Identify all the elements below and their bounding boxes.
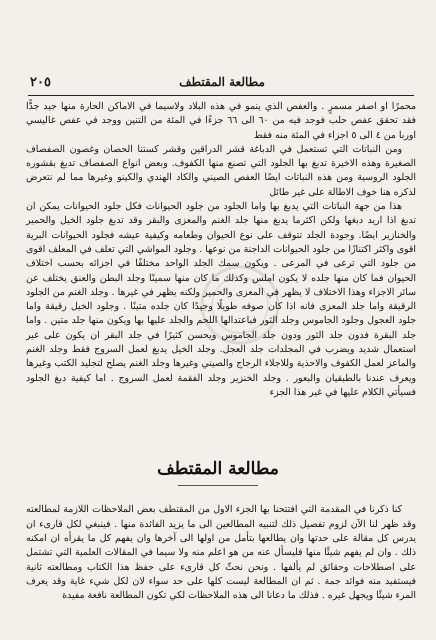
paragraph: ومن النباتات التي تستعمل في الدباغة قشر الدراقين وقشر كستنا الحصان وغصون الصفصاف الصغيرة وهذه الاخيرة تدبغ بها الجلود التي تصنع منها الكفوف. وبعض انواع الصفصاف تدبغ بقشوره الجلود الروسية ومن هذه النباتات ايضًا العفص الصيني والكاد الهندي والكينو وغيرها مما لم نتعرض لذكره هنا خوف الاطالة على غير طائل <box>26 143 416 198</box>
paragraph: هذا من جهة النباتات التي يدبغ بها واما الجلود من جلود الحيوانات فكل جلود الحيوانات يمكن ان تدبغ اذا اريد دبغها ولكن اكثرما يدبغ منها جلد الغنم والمعزى والبقر وقد تدبغ جلود الخيل والحمير والخنازير ايضًا. وجودة الجلد تتوقف على نوع الحيوان وطعامه وكيفية عيشه فجلود الحيوانات البرية اقوى واكثر اكتنازًا من جلود الحيوانات الداجنة من نوعها . وجلود المواشي التي تعلف في المعلف اقوى من جلود التي ترعى في المرعى . ويكون سمك الجلد الواحد مختلفًا في اجزائه بحسب اختلاف الحيوان فما كان منها جلده لا يكون املس وكذلك ما كان منها سمينًا وجلد البطن والعنق يختلف عن سائر الاجزاء وهذا الاختلاف لا يظهر في المعزى والحمير ولكنه يظهر في غيرها . وجلد الغنم من الجلود الرقيقة واما جلد المعزى فانه اذا كان صوفه طويلًا وجيدًا كان جلده متينًا . وجلود الخيل رقيقة واما جلود العجول وجلود الجاموس وجلد الثور فباعتدالها اللحم والجلد عليها بها ويكون منها جلد متين . واما جلد البقرة فدون جلد الثور ودون جلد الجاموس ويحسن كثيرًا في جلد البقر ان يكون على غير استعمال شديد ويضرب في المجلدات جلد العجل. وجلد الخيل يدبغ لعمل السروج فقط وجلد الغنم والماعز لعمل الكفوف والاحذية وللاجلاء الرجاج والصيني وغيرها وجلد الغنم يصلح لتجليد الكتب وغيرها ويعرف عندنا بالطبقيان والبعور . وجلد الخنزير وجلد الفقمة لعمل السروج . اما كيفية دبغ الجلود فسيأتي الكلام عليها في غير هذا الجزء <box>26 201 416 398</box>
heading-rule <box>178 485 258 486</box>
section-body <box>26 494 416 613</box>
paragraph: محمرًا او اصفر مسمرٍ . والعفص الذي ينمو في هذه البلاد ولاسيما في الاماكن الحارة منها جيد جدًّا فقد تحقق عفص حلب فوجد فيه من ٦٠ الى ٦٦ جزءًا في المئة من التنين ووجد في عفص غاليسي اوربا من ٤ الى ٥ اجزاء في المئة منه فقط <box>26 101 416 141</box>
section-heading: مطالعة المقتطف <box>157 459 279 479</box>
header-rule <box>28 95 414 96</box>
running-title: مطالعة المقتطف <box>179 75 265 89</box>
paragraph: كنا ذكرنا في المقدمة التي افتتحنا بها الجزء الاول من المقتطف بعض الملاحظات اللازمة لمطالعته وقد ظهر لنا الآن لزوم تفصيل ذلك لتنبيه المطالعين الى ما يزيد الفائدة منها . فينبغي لكل قارىء ان يدرس كل مقالة على حدتها وان يطالعها بتأمل من اولها الى آخرها وان يفهم كل ما يقرأه ان امكنه ذلك . وان لم يفهم شيئًا منها فليسأل عنه من هو اعلم منه ولا سيما في المقالات العلمية التي تشتمل على اصطلاحات وحقائق لم يألفها . ونحن نحثّ كل قارىء على حفظ هذا الكتاب ومطالعته ثانية فيستفيد منه فوائد جمة . ثم ان المطالعة ليست كلها على حد سواء لان لكل شيء غاية وقد يعرف المرء شيئًا ويجهل غيره . فذلك ما دعانا الى هذه الملاحظات لكي تكون المطالعة نافعة مفيدة <box>26 504 416 602</box>
article-body <box>26 100 416 400</box>
page-number: ٢٠٥ <box>30 75 51 90</box>
page-header <box>30 75 414 93</box>
